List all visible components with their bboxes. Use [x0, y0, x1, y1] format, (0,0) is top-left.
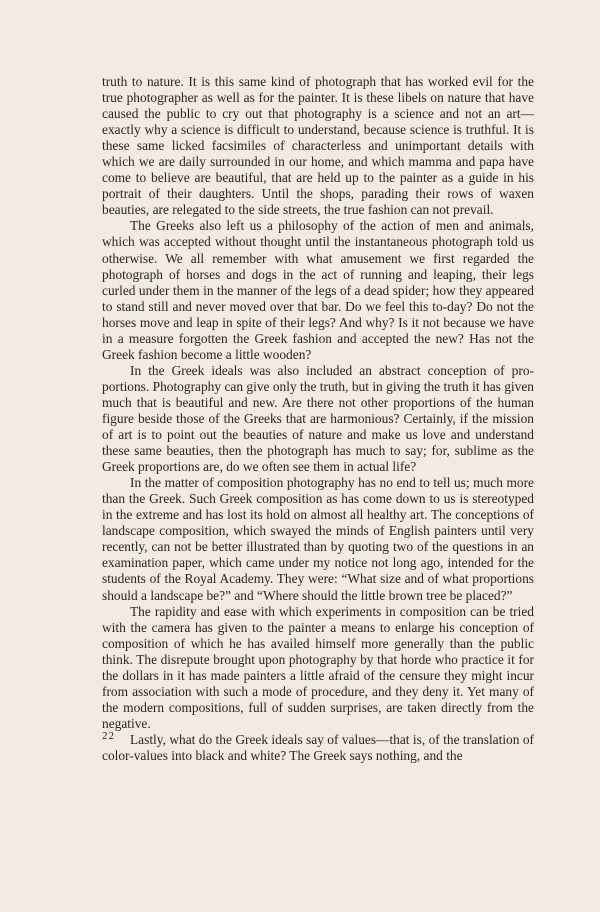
page-number: 22 [102, 730, 115, 742]
paragraph-1: truth to nature. It is this same kind of photograph that has worked evil for the true photographer as well as for the painter. It is these libels on nature that have caused the public to cry out that photography is a science and not an art—exactly why a science is difficult to understand, because science is truthful. It is these same licked facsimiles of characterless and unimportant details with which we are daily surrounded in our home, and which mamma and papa have come to believe are beautiful, that are held up to the painter as a guide in his portrait of their daughters. Until the shops, parading their rows of waxen beauties, are relegated to the side streets, the true fashion can not prevail. [102, 74, 534, 218]
page-body [102, 74, 534, 764]
paragraph-2: The Greeks also left us a philosophy of the action of men and animals, which was accepted without thought until the instantaneous photograph told us otherwise. We all remember with what amusement we first regarded the photograph of horses and dogs in the act of running and leaping, their legs curled under them in the manner of the legs of a dead spider; how they appeared to stand still and never moved over that bar. Do we feel this to-day? Do not the horses move and leap in spite of their legs? And why? Is it not because we have in a measure forgotten the Greek fashion and accepted the new? Has not the Greek fashion become a little wooden? [102, 218, 534, 362]
paragraph-4: In the matter of composition photography has no end to tell us; much more than the Greek. Such Greek composition as has come down to us is stereotyped in the extreme and has lost its hold on almost all healthy art. The conceptions of landscape composition, which swayed the minds of English painters until very recently, can not be better illustrated than by quoting two of the questions in an examination paper, which came under my notice not long ago, intended for the students of the Royal Academy. They were: “What size and of what proportions should a landscape be?” and “Where should the little brown tree be placed?” [102, 475, 534, 603]
paragraph-3: In the Greek ideals was also included an abstract conception of proportions. Photography can give only the truth, but in giving the truth it has given much that is beautiful and new. Are there not other proportions of the human figure beside those of the Greeks that are harmonious? Certainly, if the mission of art is to point out the beauties of nature and make us love and understand these same beauties, then the photograph has much to say; for, sublime as the Greek proportions are, do we often see them in actual life? [102, 362, 534, 475]
paragraph-5: The rapidity and ease with which experiments in composition can be tried with the camera has given to the painter a means to enlarge his conception of composition of which he has availed himself more generally than the public think. The disrepute brought upon photography by that horde who practice it for the dollars in it has made painters a little afraid of the censure they might incur from association with such a mode of procedure, and they deny it. Yet many of the modern compositions, full of sudden surprises, are taken directly from the negative. [102, 603, 534, 731]
paragraph-6: Lastly, what do the Greek ideals say of values—that is, of the translation of color-values into black and white? The Greek says nothing, and the [102, 731, 534, 763]
